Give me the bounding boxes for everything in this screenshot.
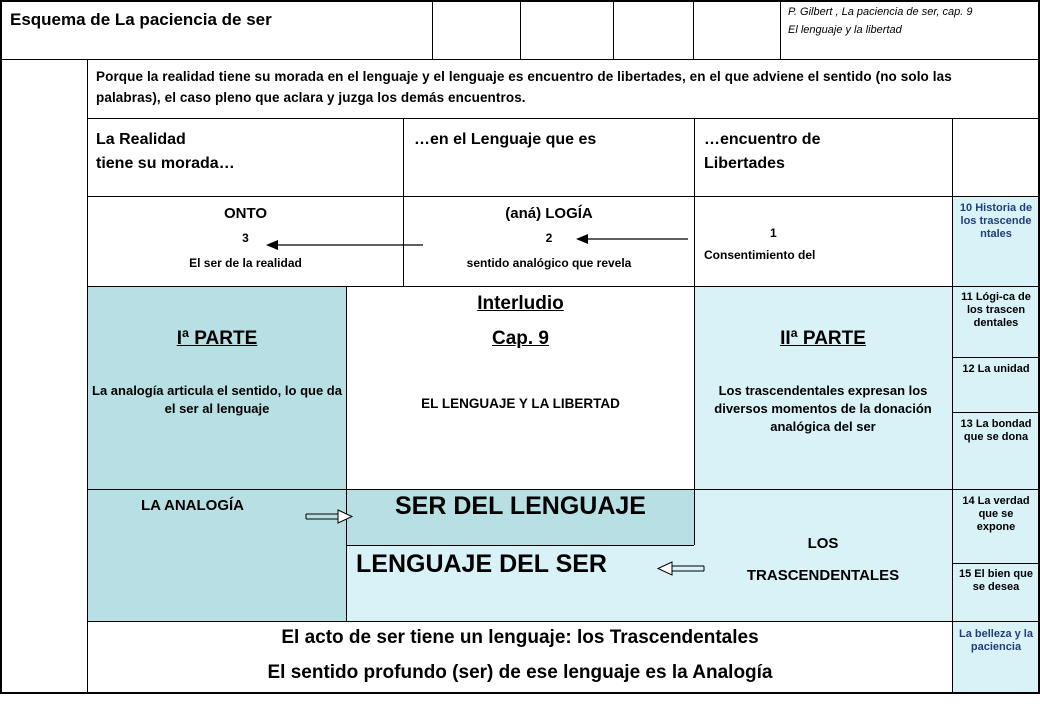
side-chapter-16: La belleza y la paciencia <box>959 628 1033 653</box>
lenguaje-del-ser-label: LENGUAJE DEL SER <box>356 550 607 578</box>
trascendentales-label: TRASCENDENTALES <box>746 567 900 584</box>
part2-text: Los trascendentales expresan los diversos momentos de la donación analógica del ser <box>714 383 932 434</box>
concept-realidad-l2: tiene su morada… <box>96 155 235 172</box>
logia-subtitle: sentido analógico que revela <box>466 256 632 270</box>
concept-libertades-l1: …encuentro de <box>704 131 821 148</box>
document-title: Esquema de La paciencia de ser <box>10 10 272 29</box>
concept-realidad-l1: La Realidad <box>96 131 186 148</box>
side-chapter-14: 14 La verdad que se expone <box>962 495 1030 533</box>
onto-subtitle: El ser de la realidad <box>189 256 302 270</box>
part1-title: Iª PARTE <box>176 328 258 349</box>
onto-number: 3 <box>242 231 249 245</box>
part2-title: IIª PARTE <box>780 328 866 349</box>
concept-libertades <box>704 128 949 176</box>
side-chapter-12: 12 La unidad <box>962 363 1030 375</box>
reference-line-2: El lenguaje y la libertad <box>788 24 902 36</box>
ser-del-lenguaje-label: SER DEL LENGUAJE <box>395 492 646 520</box>
interlude-text: EL LENGUAJE Y LA LIBERTAD <box>421 396 620 411</box>
concept-libertades-l2: Libertades <box>704 155 785 172</box>
la-analogia-label: LA ANALOGÍA <box>140 497 245 514</box>
concept-lenguaje: …en el Lenguaje que es <box>414 131 597 148</box>
reference-line-1: P. Gilbert , La paciencia de ser, cap. 9 <box>788 6 973 18</box>
onto-title: ONTO <box>223 205 268 222</box>
intro-paragraph: Porque la realidad tiene su morada en el lenguaje y el lenguaje es encuentro de libertades, en el que adviene el sentido (no solo las palabras), el caso pleno que aclara y juzga los demás encuentros. <box>96 69 952 105</box>
side-chapter-13: 13 La bondad que se dona <box>960 418 1032 443</box>
los-label: LOS <box>807 535 839 552</box>
logia-title: (aná) LOGÍA <box>505 205 593 222</box>
conclusion-line-1: El acto de ser tiene un lenguaje: los Trascendentales <box>281 627 759 648</box>
concept-realidad <box>96 128 396 176</box>
logia-number: 2 <box>545 231 553 245</box>
consentimiento-number: 1 <box>770 226 777 240</box>
side-col-bg <box>952 196 1040 693</box>
conclusion-line-2: El sentido profundo (ser) de ese lenguaje es la Analogía <box>267 662 773 683</box>
side-chapter-10: 10 Historia de los trascende ntales <box>959 202 1033 240</box>
interlude-chapter: Cap. 9 <box>491 328 550 349</box>
side-chapter-15: 15 El bien que se desea <box>959 568 1033 593</box>
part1-text: La analogía articula el sentido, lo que da el ser al lenguaje <box>92 383 342 416</box>
consentimiento-label: Consentimiento del <box>704 248 816 262</box>
interlude-title: Interludio <box>477 293 564 314</box>
side-chapter-11: 11 Lógi-ca de los trascen dentales <box>961 291 1031 329</box>
